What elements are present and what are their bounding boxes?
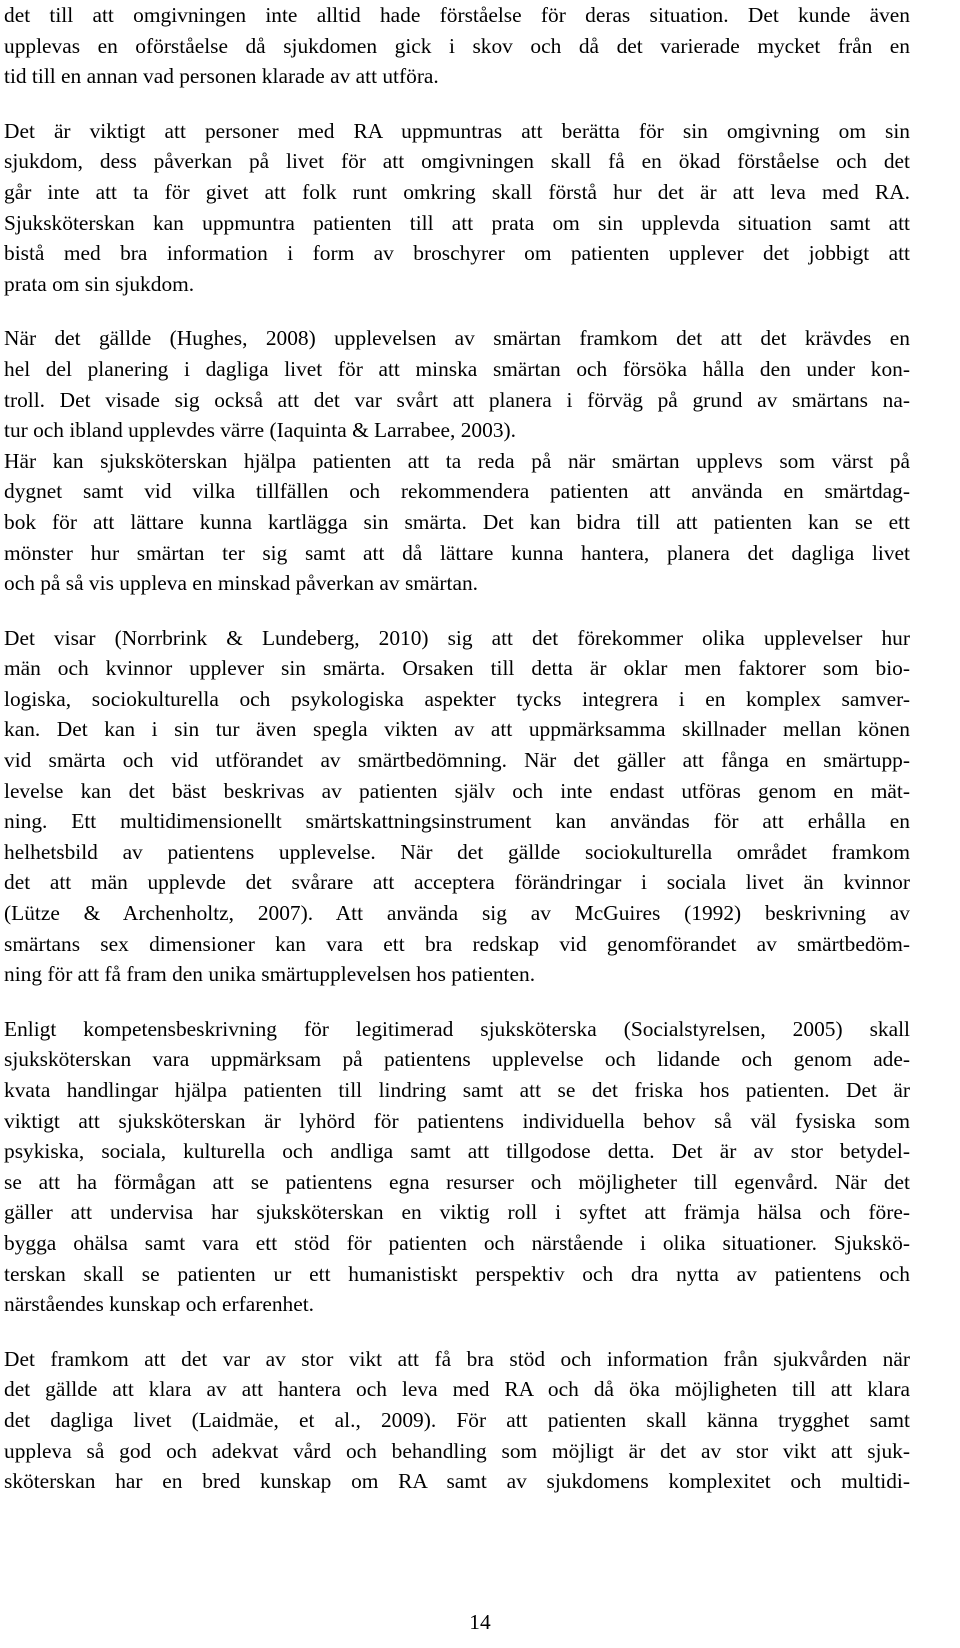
paragraph-spacer [4,1320,910,1344]
text-line: kan. Det kan i sin tur även spegla vikten av att uppmärksamma skillnader mellan könen [4,717,910,742]
text-line: uppleva så god och adekvat vård och behandling som möjligt är det av stor vikt att sjuk- [4,1438,910,1463]
paragraph-social-understanding [4,0,910,92]
text-line: prata om sin sjukdom. [4,271,195,296]
paragraph-spacer [4,599,910,623]
text-line: kvata handlingar hjälpa patienten till lindring samt att se det friska hos patienten. Det är [4,1078,910,1102]
paragraph-pain-experience [4,323,910,445]
text-line: levelse kan det bäst beskrivas av patienten själv och inte endast utföras genom en mät- [4,778,910,803]
text-line: ning för att få fram den unika smärtupplevelsen hos patienten. [4,962,536,987]
paragraph-encourage-patients [4,116,910,300]
paragraph-spacer [4,299,910,323]
text-line: logiska, sociokulturella och psykologiska aspekter tycks integrera i en komplex samver- [4,686,910,711]
text-line: upplevas en oförståelse då sjukdomen gick i skov och då det varierade mycket från en [4,33,910,58]
text-line: mönster hur smärtan ter sig samt att då lättare kunna hantera, planera det dagliga livet [4,540,910,565]
text-line: När det gällde (Hughes, 2008) upplevelsen av smärtan framkom det att det krävdes en [4,326,910,351]
page-number: 14 [469,1610,491,1634]
text-line: går inte att ta för givet att folk runt omkring skall förstå hur det är att leva med RA. [4,179,910,204]
text-line: sjukdom, dess påverkan på livet för att omgivningen skall få en ökad förståelse och det [4,149,910,174]
text-line: terskan skall se patienten ur ett humanistiskt perspektiv och dra nytta av patientens och [4,1261,910,1286]
paragraph-support-information [4,1344,910,1497]
text-line: sköterskan har en bred kunskap om RA samt av sjukdomens komplexitet och multidi- [4,1469,910,1494]
text-line: det dagliga livet (Laidmäe, et al., 2009). För att patienten skall känna trygghet samt [4,1407,910,1432]
text-line: bistå med bra information i form av broschyrer om patienten upplever det jobbigt att [4,241,910,266]
text-line: tur och ibland upplevdes värre (Iaquinta & Larrabee, 2003). [4,418,516,443]
text-line: bok för att lättare kunna kartlägga sin smärta. Det kan bidra till att patienten kan se ett [4,509,910,534]
text-line: Det visar (Norrbrink & Lundeberg, 2010) sig att det förekommer olika upplevelser hur [4,625,910,650]
paragraph-spacer [4,92,910,116]
text-line: smärtans sex dimensioner kan vara ett bra redskap vid genomförandet av smärtbedöm- [4,931,910,956]
text-line: psykiska, sociala, kulturella och andliga samt att tillgodose detta. Det är av stor betydel- [4,1139,910,1164]
text-line: närståendes kunskap och erfarenhet. [4,1292,315,1317]
text-line: dygnet samt vid vilka tillfällen och rekommendera patienten att använda en smärtdag- [4,479,910,504]
text-line: vid smärta och vid utförandet av smärtbedömning. När det gäller att fånga en smärtupp- [4,748,910,773]
text-line: hel del planering i dagliga livet för att minska smärtan och försöka hålla den under kon- [4,356,910,381]
paragraph-gender-differences [4,623,910,990]
text-line: Det framkom att det var av stor vikt att få bra stöd och information från sjukvården när [4,1346,910,1371]
text-line: helhetsbild av patientens upplevelse. När det gällde sociokulturella området framkom [4,839,910,864]
text-line: och på så vis uppleva en minskad påverkan av smärtan. [4,571,479,596]
text-line: Här kan sjuksköterskan hjälpa patienten att ta reda på när smärtan upplevs som värst på [4,448,910,473]
text-line: bygga ohälsa samt vara ett stöd för patienten och närstående i olika situationer. Sjukskö- [4,1230,910,1255]
text-line: det gällde att klara av att hantera och leva med RA och då öka möjligheten till att klara [4,1377,910,1402]
text-line: troll. Det visade sig också att det var svårt att planera i förväg på grund av smärtans na- [4,387,910,412]
text-line: tid till en annan vad personen klarade av att utföra. [4,64,439,89]
text-line: se att ha förmågan att se patientens egna resurser och möjligheter till egenvård. När det [4,1169,910,1194]
paragraph-spacer [4,990,910,1014]
text-line: viktigt att sjuksköterskan är lyhörd för patientens individuella behov så väl fysiska som [4,1108,910,1133]
text-line: Sjuksköterskan kan uppmuntra patienten till att prata om sin upplevda situation samt att [4,210,910,235]
paragraph-competence-description [4,1014,910,1320]
text-line: ning. Ett multidimensionellt smärtskattningsinstrument kan användas för att erhålla en [4,809,910,834]
paragraph-pain-diary [4,446,910,599]
text-line: gäller att undervisa har sjuksköterskan en viktig roll i syftet att främja hälsa och före- [4,1200,910,1225]
text-line: män och kvinnor upplever sin smärta. Orsaken till detta är oklar men faktorer som bio- [4,656,910,681]
text-line: (Lütze & Archenholtz, 2007). Att använda sig av McGuires (1992) beskrivning av [4,901,910,926]
text-line: Det är viktigt att personer med RA uppmuntras att berätta för sin omgivning om sin [4,118,910,143]
text-line: det att män upplevde det svårare att acceptera förändringar i sociala livet än kvinnor [4,870,910,895]
text-line: Enligt kompetensbeskrivning för legitimerad sjuksköterska (Socialstyrelsen, 2005) skall [4,1016,910,1041]
document-page [4,0,910,1497]
text-line: sjuksköterskan vara uppmärksam på patientens upplevelse och lidande och genom ade- [4,1047,910,1072]
text-line: det till att omgivningen inte alltid hade förståelse för deras situation. Det kunde även [4,3,910,27]
